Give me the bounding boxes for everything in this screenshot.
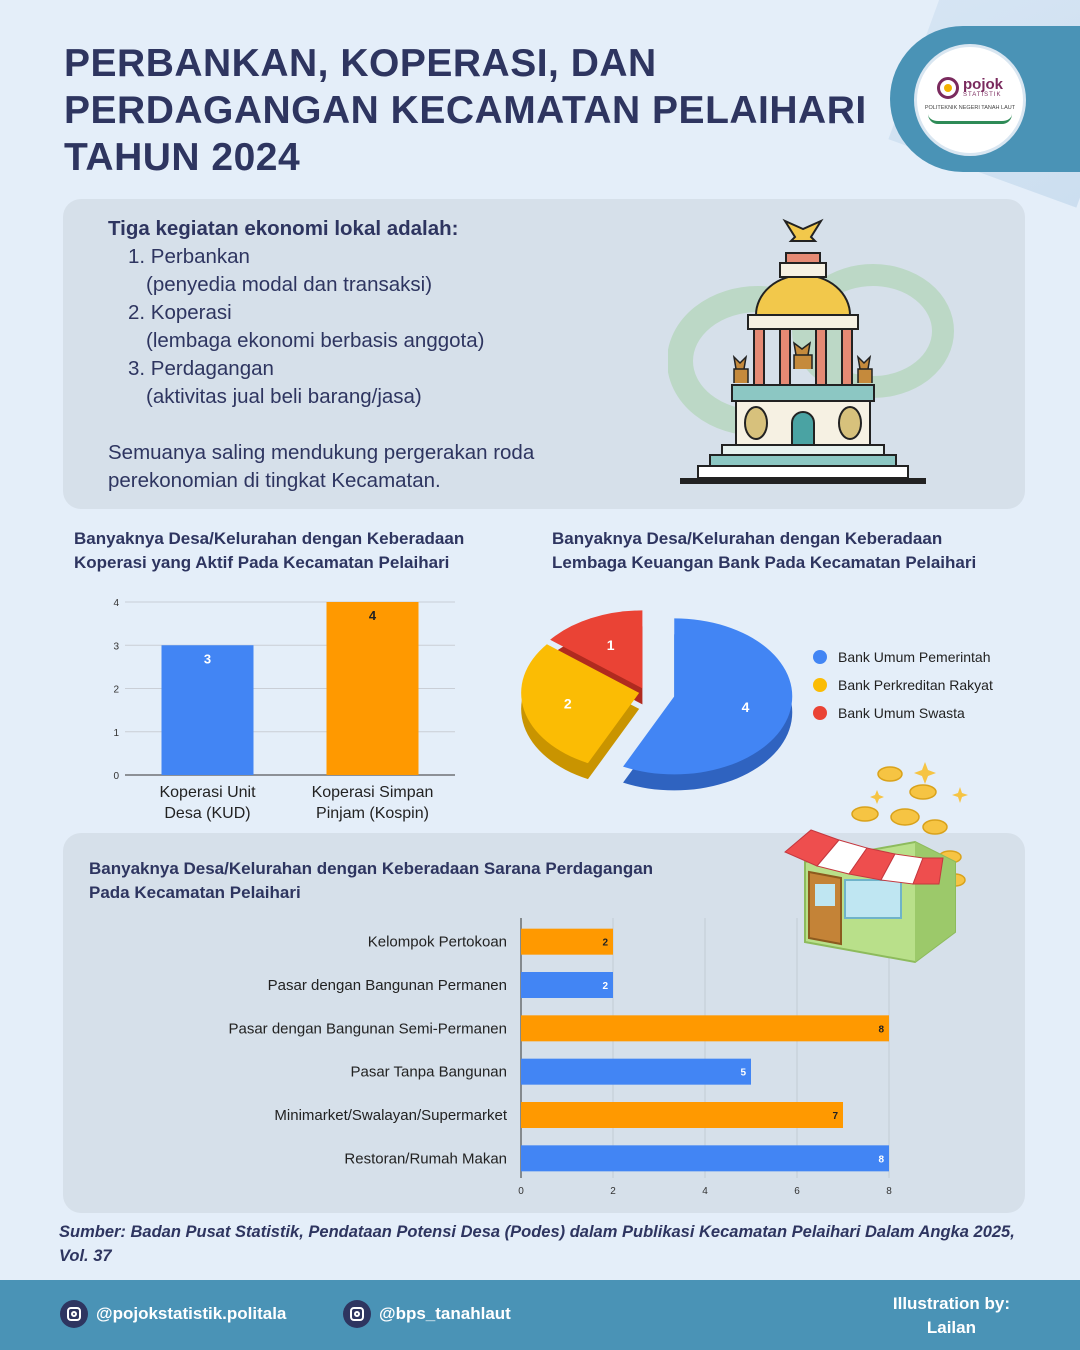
legend-swatch (813, 650, 827, 664)
y-tick-label: 3 (113, 641, 119, 653)
y-tick-label: 0 (113, 771, 119, 782)
bar (521, 972, 613, 998)
source-note: Sumber: Badan Pusat Statistik, Pendataan Potensi Desa (Podes) dalam Publikasi Kecamatan Pelaihari Dalam Angka 2025, Vol. 37 (59, 1223, 1015, 1265)
bar-value-label: 2 (602, 981, 608, 992)
y-category-label: Pasar Tanpa Bangunan (350, 1063, 507, 1081)
bar-value-label: 2 (602, 937, 608, 949)
intro-item-desc: (lembaga ekonomi berbasis anggota) (146, 329, 485, 352)
social-link-pojokstatistik[interactable] (60, 1300, 286, 1328)
pojok-statistik-logo (914, 44, 1026, 156)
trade-chart-title: Banyaknya Desa/Kelurahan dengan Keberadaan Sarana Perdagangan Pada Kecamatan Pelaihari (89, 859, 654, 902)
bar (521, 1015, 889, 1041)
y-category-label: Kelompok Pertokoan (367, 933, 507, 951)
intro-item-label: 3. Perdagangan (128, 357, 274, 380)
instagram-icon (343, 1300, 371, 1328)
bank-chart-title: Banyaknya Desa/Kelurahan dengan Keberadaan Lembaga Keuangan Bank Pada Kecamatan Pelaihari (552, 529, 977, 572)
x-tick-label: 0 (518, 1186, 524, 1197)
logo-arc (928, 114, 1012, 124)
bar-value-label: 8 (878, 1154, 884, 1166)
social-handle: @pojokstatistik.politala (96, 1304, 287, 1323)
social-handle: @bps_tanahlaut (379, 1304, 511, 1323)
bar-value-label: 4 (368, 608, 377, 623)
intro-item-desc: (penyedia modal dan transaksi) (146, 273, 433, 296)
pie-value-label: 4 (741, 699, 750, 716)
illustration-credit (893, 1292, 1010, 1340)
bar (521, 929, 613, 955)
bar-value-label: 8 (878, 1024, 884, 1036)
bar-value-label: 7 (832, 1111, 838, 1122)
legend-label: Bank Umum Swasta (838, 705, 965, 721)
credit-name: Lailan (926, 1318, 976, 1337)
koperasi-bar-chart (90, 590, 470, 830)
intro-item-label: 2. Koperasi (128, 301, 232, 324)
social-link-bps[interactable] (343, 1300, 511, 1328)
bar (521, 1145, 889, 1171)
logo-sub: STATISTIK (963, 92, 1002, 98)
shop-illustration (775, 762, 975, 972)
x-tick-label: 6 (794, 1186, 800, 1197)
legend-label: Bank Umum Pemerintah (838, 649, 991, 665)
legend-label: Bank Perkreditan Rakyat (838, 677, 993, 693)
intro-panel (63, 199, 1025, 509)
legend-swatch (813, 678, 827, 692)
koperasi-chart-title: Banyaknya Desa/Kelurahan dengan Keberadaan Koperasi yang Aktif Pada Kecamatan Pelaihari (74, 529, 465, 572)
y-category-label: Pasar dengan Bangunan Semi-Permanen (228, 1020, 507, 1038)
bar (521, 1059, 751, 1085)
legend-swatch (813, 706, 827, 720)
monument-illustration (668, 211, 988, 501)
bar-value-label: 3 (203, 651, 212, 667)
intro-item-desc: (aktivitas jual beli barang/jasa) (146, 385, 422, 408)
logo-name: pojok (963, 76, 1003, 93)
bar-value-label: 5 (740, 1067, 746, 1079)
x-tick-label: 2 (610, 1186, 616, 1197)
x-tick-label: 8 (886, 1186, 892, 1197)
bar (327, 602, 419, 775)
page-title: PERBANKAN, KOPERASI, DAN PERDAGANGAN KECAMATAN PELAIHARI TAHUN 2024 (64, 42, 867, 179)
bar (521, 1102, 843, 1128)
x-category-label: Desa (KUD) (164, 805, 251, 822)
y-category-label: Minimarket/Swalayan/Supermarket (274, 1107, 507, 1124)
pie-value-label: 2 (563, 695, 572, 712)
y-category-label: Restoran/Rumah Makan (344, 1150, 507, 1168)
credit-label: Illustration by: (892, 1294, 1010, 1313)
intro-heading: Tiga kegiatan ekonomi lokal adalah: (108, 217, 459, 240)
x-category-label: Koperasi Unit (159, 784, 256, 801)
x-tick-label: 4 (702, 1186, 708, 1197)
logo-emblem-icon (937, 77, 959, 99)
x-category-label: Koperasi Simpan (311, 784, 434, 801)
y-tick-label: 1 (113, 727, 119, 739)
logo-institution: POLITEKNIK NEGERI TANAH LAUT (924, 104, 1016, 111)
intro-text (108, 215, 668, 495)
y-category-label: Pasar dengan Bangunan Permanen (267, 977, 507, 994)
y-tick-label: 4 (113, 598, 119, 609)
pie-value-label: 1 (606, 636, 615, 653)
intro-closing: Semuanya saling mendukung pergerakan roda perekonomian di tingkat Kecamatan. (108, 441, 535, 492)
x-category-label: Pinjam (Kospin) (316, 805, 429, 822)
y-tick-label: 2 (113, 684, 119, 696)
footer-bar (0, 1280, 1080, 1350)
intro-item-label: 1. Perbankan (128, 245, 250, 268)
instagram-icon (60, 1300, 88, 1328)
